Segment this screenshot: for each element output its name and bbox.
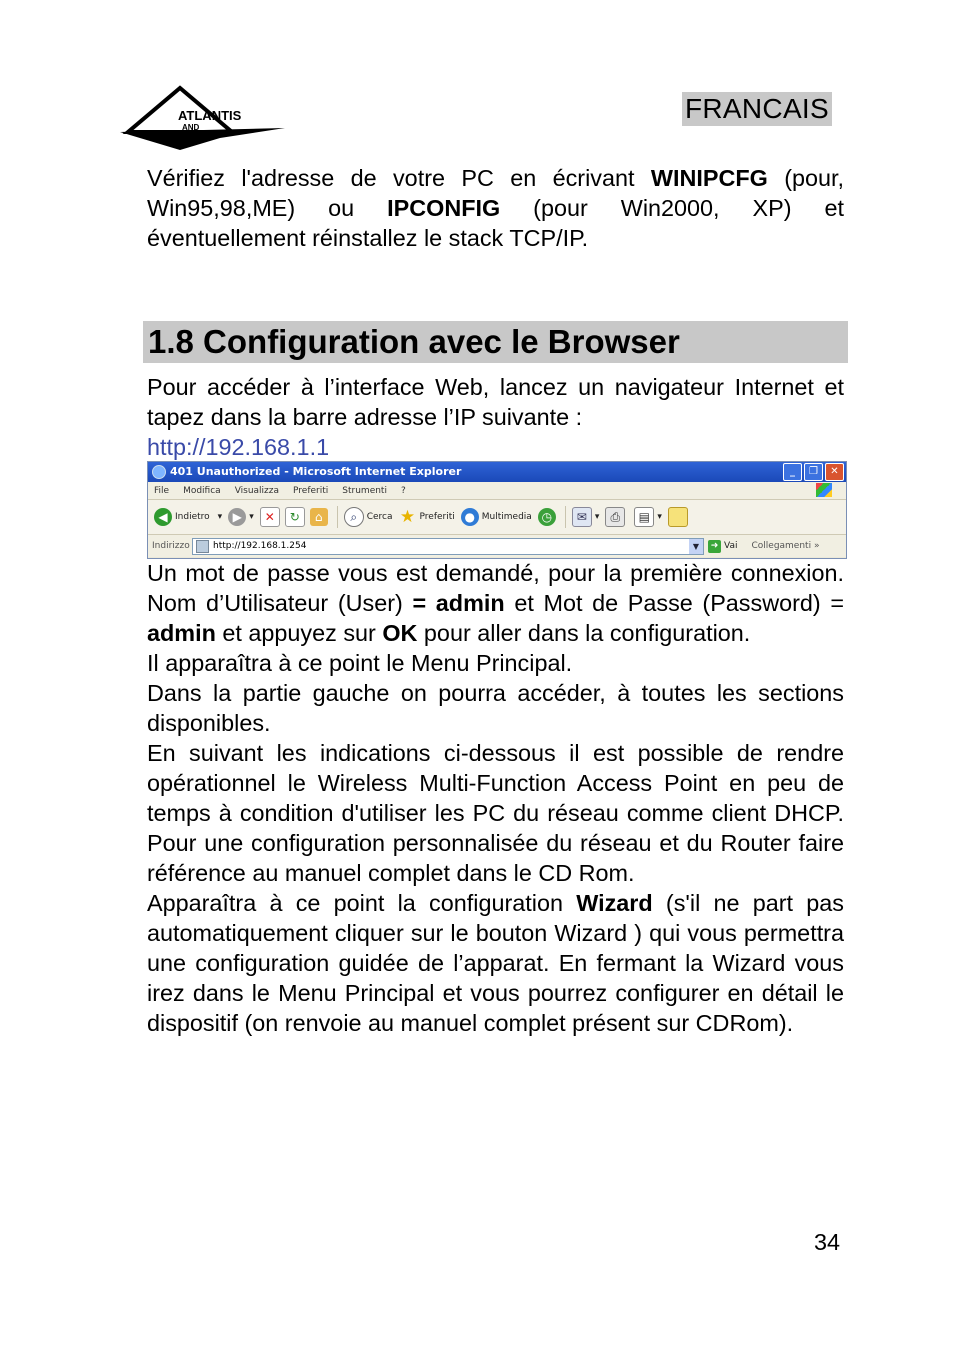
page-number: 34	[814, 1229, 841, 1255]
language-label: FRANCAIS	[682, 92, 832, 126]
minimize-button[interactable]: _	[783, 463, 802, 481]
history-button[interactable]	[538, 508, 559, 526]
address-value: http://192.168.1.254	[213, 541, 307, 551]
refresh-button[interactable]	[285, 507, 308, 527]
back-arrow-icon: ◀	[154, 508, 172, 526]
browser-titlebar	[148, 462, 846, 482]
menu-help[interactable]: ?	[400, 485, 406, 496]
toolbar-separator	[565, 506, 566, 528]
browser-address-bar	[148, 535, 846, 557]
home-button[interactable]	[310, 508, 331, 526]
browser-intro-paragraph: Pour accéder à l’interface Web, lancez un navigateur Internet et tapez dans la barre adresse l’IP suivante : http://192.168.1.1	[147, 374, 844, 460]
links-label[interactable]: Collegamenti »	[751, 541, 820, 551]
browser-title: 401 Unauthorized - Microsoft Internet Explorer	[170, 465, 462, 478]
edit-icon: ▤	[634, 507, 654, 527]
edit-button[interactable]: ▤ ▾	[634, 507, 662, 527]
print-button[interactable]	[605, 507, 628, 527]
stop-icon: ✕	[260, 507, 280, 527]
print-icon: ⎙	[605, 507, 625, 527]
section-title: 1.8 Configuration avec le Browser	[148, 323, 680, 360]
ie-icon	[152, 465, 166, 479]
windows-flag-icon	[816, 483, 832, 497]
close-button[interactable]: ✕	[825, 463, 844, 481]
intro-paragraph: Vérifiez l'adresse de votre PC en écrivant WINIPCFG (pour, Win95,98,ME) ou IPCONFIG (pour Win2000, XP) et éventuellement réinstallez le stack TCP/IP.	[147, 165, 845, 251]
address-dropdown-icon[interactable]: ▼	[689, 539, 703, 554]
stop-button[interactable]	[260, 507, 283, 527]
page-icon	[196, 540, 209, 553]
browser-toolbar	[148, 500, 846, 535]
wizard-paragraph: Apparaîtra à ce point la configuration Wizard (s'il ne part pas automatiquement cliquer sur le bouton Wizard ) qui vous permettra une configuration guidée de l’apparat. En fermant la Wizard vous irez dans le Menu Principal et vous pourrez configurer en détail le dispositif (on renvoie au manuel complet présent sur CDRom).	[147, 890, 845, 1036]
dhcp-paragraph: En suivant les indications ci-dessous il est possible de rendre opérationnel le Wireless Multi-Function Access Point en peu de temps à condition d'utiliser les PC du réseau comme client DHCP. Pour une configuration personnalisée du réseau et du Router faire référence au manuel complet dans le CD Rom.	[147, 740, 844, 886]
home-icon: ⌂	[310, 508, 328, 526]
toolbar-separator	[337, 506, 338, 528]
back-button[interactable]: ◀ Indietro ▾	[154, 508, 222, 526]
mail-button[interactable]: ✉ ▾	[572, 507, 600, 527]
address-input[interactable]	[192, 538, 704, 555]
history-icon: ◷	[538, 508, 556, 526]
menu-file[interactable]: File	[154, 485, 170, 496]
go-arrow-icon: ➜	[708, 540, 721, 553]
router-url: http://192.168.1.1	[147, 434, 330, 460]
menu-paragraph: Il apparaîtra à ce point le Menu Principal.	[147, 650, 573, 676]
left-panel-paragraph: Dans la partie gauche on pourra accéder, à toutes les sections disponibles.	[147, 680, 844, 736]
mail-icon: ✉	[572, 507, 592, 527]
forward-button[interactable]: ▶ ▾	[228, 508, 254, 526]
notes-icon	[668, 507, 688, 527]
menu-modifica[interactable]: Modifica	[183, 485, 221, 496]
browser-menubar	[148, 482, 846, 500]
forward-arrow-icon: ▶	[228, 508, 246, 526]
atlantis-logo	[120, 84, 285, 156]
section-heading	[143, 321, 848, 363]
search-icon: ⌕	[344, 507, 364, 527]
maximize-button[interactable]: ❐	[804, 463, 823, 481]
refresh-icon: ↻	[285, 507, 305, 527]
notes-button[interactable]	[668, 507, 691, 527]
favorites-button[interactable]: ★ Preferiti	[399, 507, 455, 527]
star-icon: ★	[399, 507, 416, 527]
multimedia-button[interactable]: ● Multimedia	[461, 508, 532, 526]
menu-visualizza[interactable]: Visualizza	[234, 485, 280, 496]
address-label: Indirizzo	[152, 541, 190, 551]
login-paragraph: Un mot de passe vous est demandé, pour la première connexion. Nom d’Utilisateur (User) = admin et Mot de Passe (Password) = admin et appuyez sur OK pour aller dans la configuration.	[147, 560, 844, 646]
menu-preferiti[interactable]: Preferiti	[293, 485, 329, 496]
body-paragraphs	[147, 558, 844, 1038]
multimedia-icon: ●	[461, 508, 479, 526]
svg-text:ATLANTIS: ATLANTIS	[178, 108, 242, 123]
search-button[interactable]: ⌕ Cerca	[344, 507, 393, 527]
go-button[interactable]: ➜ Vai	[708, 540, 737, 553]
menu-strumenti[interactable]: Strumenti	[342, 485, 387, 496]
svg-text:AND: AND	[182, 123, 200, 132]
browser-window-screenshot	[147, 461, 847, 559]
